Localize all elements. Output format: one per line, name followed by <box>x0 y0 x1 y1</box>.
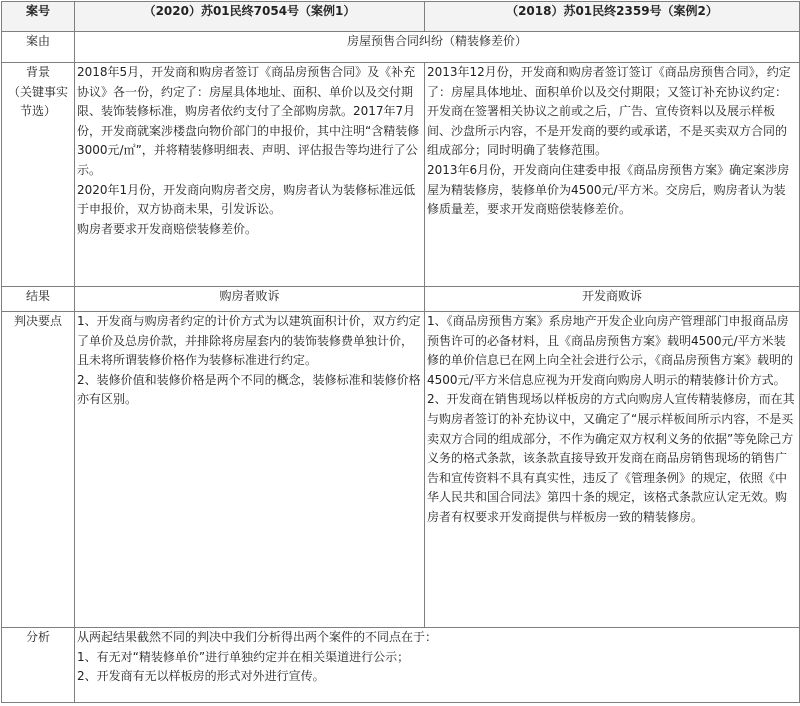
result-label: 结果 <box>2 287 75 312</box>
ruling-case-1 <box>75 312 425 628</box>
analysis-line: 从两起结果截然不同的判决中我们分析得出两个案件的不同点在于： <box>77 630 438 644</box>
result-case-1: 购房者败诉 <box>75 287 425 312</box>
analysis-label: 分析 <box>2 628 75 703</box>
ruling-case-2-point: 2、开发商在销售现场以样板房的方式向购房人宣传精装修房，而在其与购房者签订的补充协议中，又确定了“展示样板间所示内容，不是买卖双方合同的组成部分，不作为确定双方权利义务的依据”等免除己方义务的格式条款，该条款直接导致开发商在商品房销售现场的销售广告和宣传资料不具有真实性，违反了《管理条例》的规定，依照《中华人民共和国合同法》第四十条的规定，该格式条款应认定无效。购房者有权要求开发商提供与样板房一致的精装修房。 <box>427 392 795 524</box>
cause-label: 案由 <box>2 32 75 63</box>
case-comparison-table <box>1 1 800 703</box>
result-case-2: 开发商败诉 <box>425 287 800 312</box>
ruling-case-2-point: 1、《商品房预售方案》系房地产开发企业向房产管理部门申报商品房预售许可的必备材料，且《商品房预售方案》载明4500元/平方米装修的单价信息已在网上向全社会进行公示，《商品房预售方案》载明的4500元/平方米信息应视为开发商向购房人明示的精装修计价方式。 <box>427 314 794 387</box>
background-case-1-para: 2018年5月，开发商和购房者签订《商品房预售合同》及《补充协议》各一份，约定了：房屋具体地址、面积、单价以及交付期限、装饰装修标准，购房者依约支付了全部购房款。2017年7月份，开发商就案涉楼盘向物价部门的申报价，其中注明“含精装修3000元/㎡”，并将精装修明细表、声明、评估报告等均进行了公示。 <box>77 65 420 177</box>
analysis-line: 1、有无对“精装修单价”进行单独约定并在相关渠道进行公示； <box>77 649 410 664</box>
ruling-case-1-point: 1、开发商与购房者约定的计价方式为以建筑面积计价，双方约定了单价及总房价款，并排除将房屋套内的装饰装修费单独计价，且未将所谓装修价格作为装修标准进行约定。 <box>77 314 421 368</box>
ruling-label: 判决要点 <box>2 312 75 628</box>
analysis-line: 2、开发商有无以样板房的形式对外进行宣传。 <box>77 669 325 684</box>
analysis-row <box>2 628 800 703</box>
cause-value: 房屋预售合同纠纷（精装修差价） <box>75 32 800 63</box>
background-case-1 <box>75 63 425 287</box>
result-row <box>2 287 800 312</box>
background-row <box>2 63 800 287</box>
background-case-2-para: 2013年12月份，开发商和购房者签订签订《商品房预售合同》，约定了：房屋具体地址、面积单价以及交付期限；又签订补充协议约定：开发商在签署相关协议之前或之后，广告、宣传资料以及展示样板间、沙盘所示内容，不是开发商的要约或承诺，不是买卖双方合同的组成部分；同时明确了装修范围。 <box>427 65 791 158</box>
header-case-1: （2020）苏01民终7054号（案例1） <box>75 2 425 32</box>
ruling-row <box>2 312 800 628</box>
background-label: 背景 （关键事实节选） <box>2 63 75 287</box>
ruling-case-2 <box>425 312 800 628</box>
cause-row <box>2 32 800 63</box>
background-case-2 <box>425 63 800 287</box>
background-case-2-para: 2013年6月份，开发商向住建委申报《商品房预售方案》确定案涉房屋为精装修房，装修单价为4500元/平方米。交房后，购房者认为装修质量差，要求开发商赔偿装修差价。 <box>427 162 790 217</box>
background-case-1-para: 2020年1月份，开发商向购房者交房，购房者认为装修标准远低于申报价，双方协商未果，引发诉讼。 <box>77 182 416 217</box>
header-case-number: 案号 <box>2 2 75 32</box>
header-row <box>2 2 800 32</box>
background-case-1-para: 购房者要求开发商赔偿装修差价。 <box>77 221 258 236</box>
ruling-case-1-point: 2、装修价值和装修价格是两个不同的概念，装修标准和装修价格亦有区别。 <box>77 372 421 407</box>
analysis-content <box>75 628 800 703</box>
header-case-2: （2018）苏01民终2359号（案例2） <box>425 2 800 32</box>
